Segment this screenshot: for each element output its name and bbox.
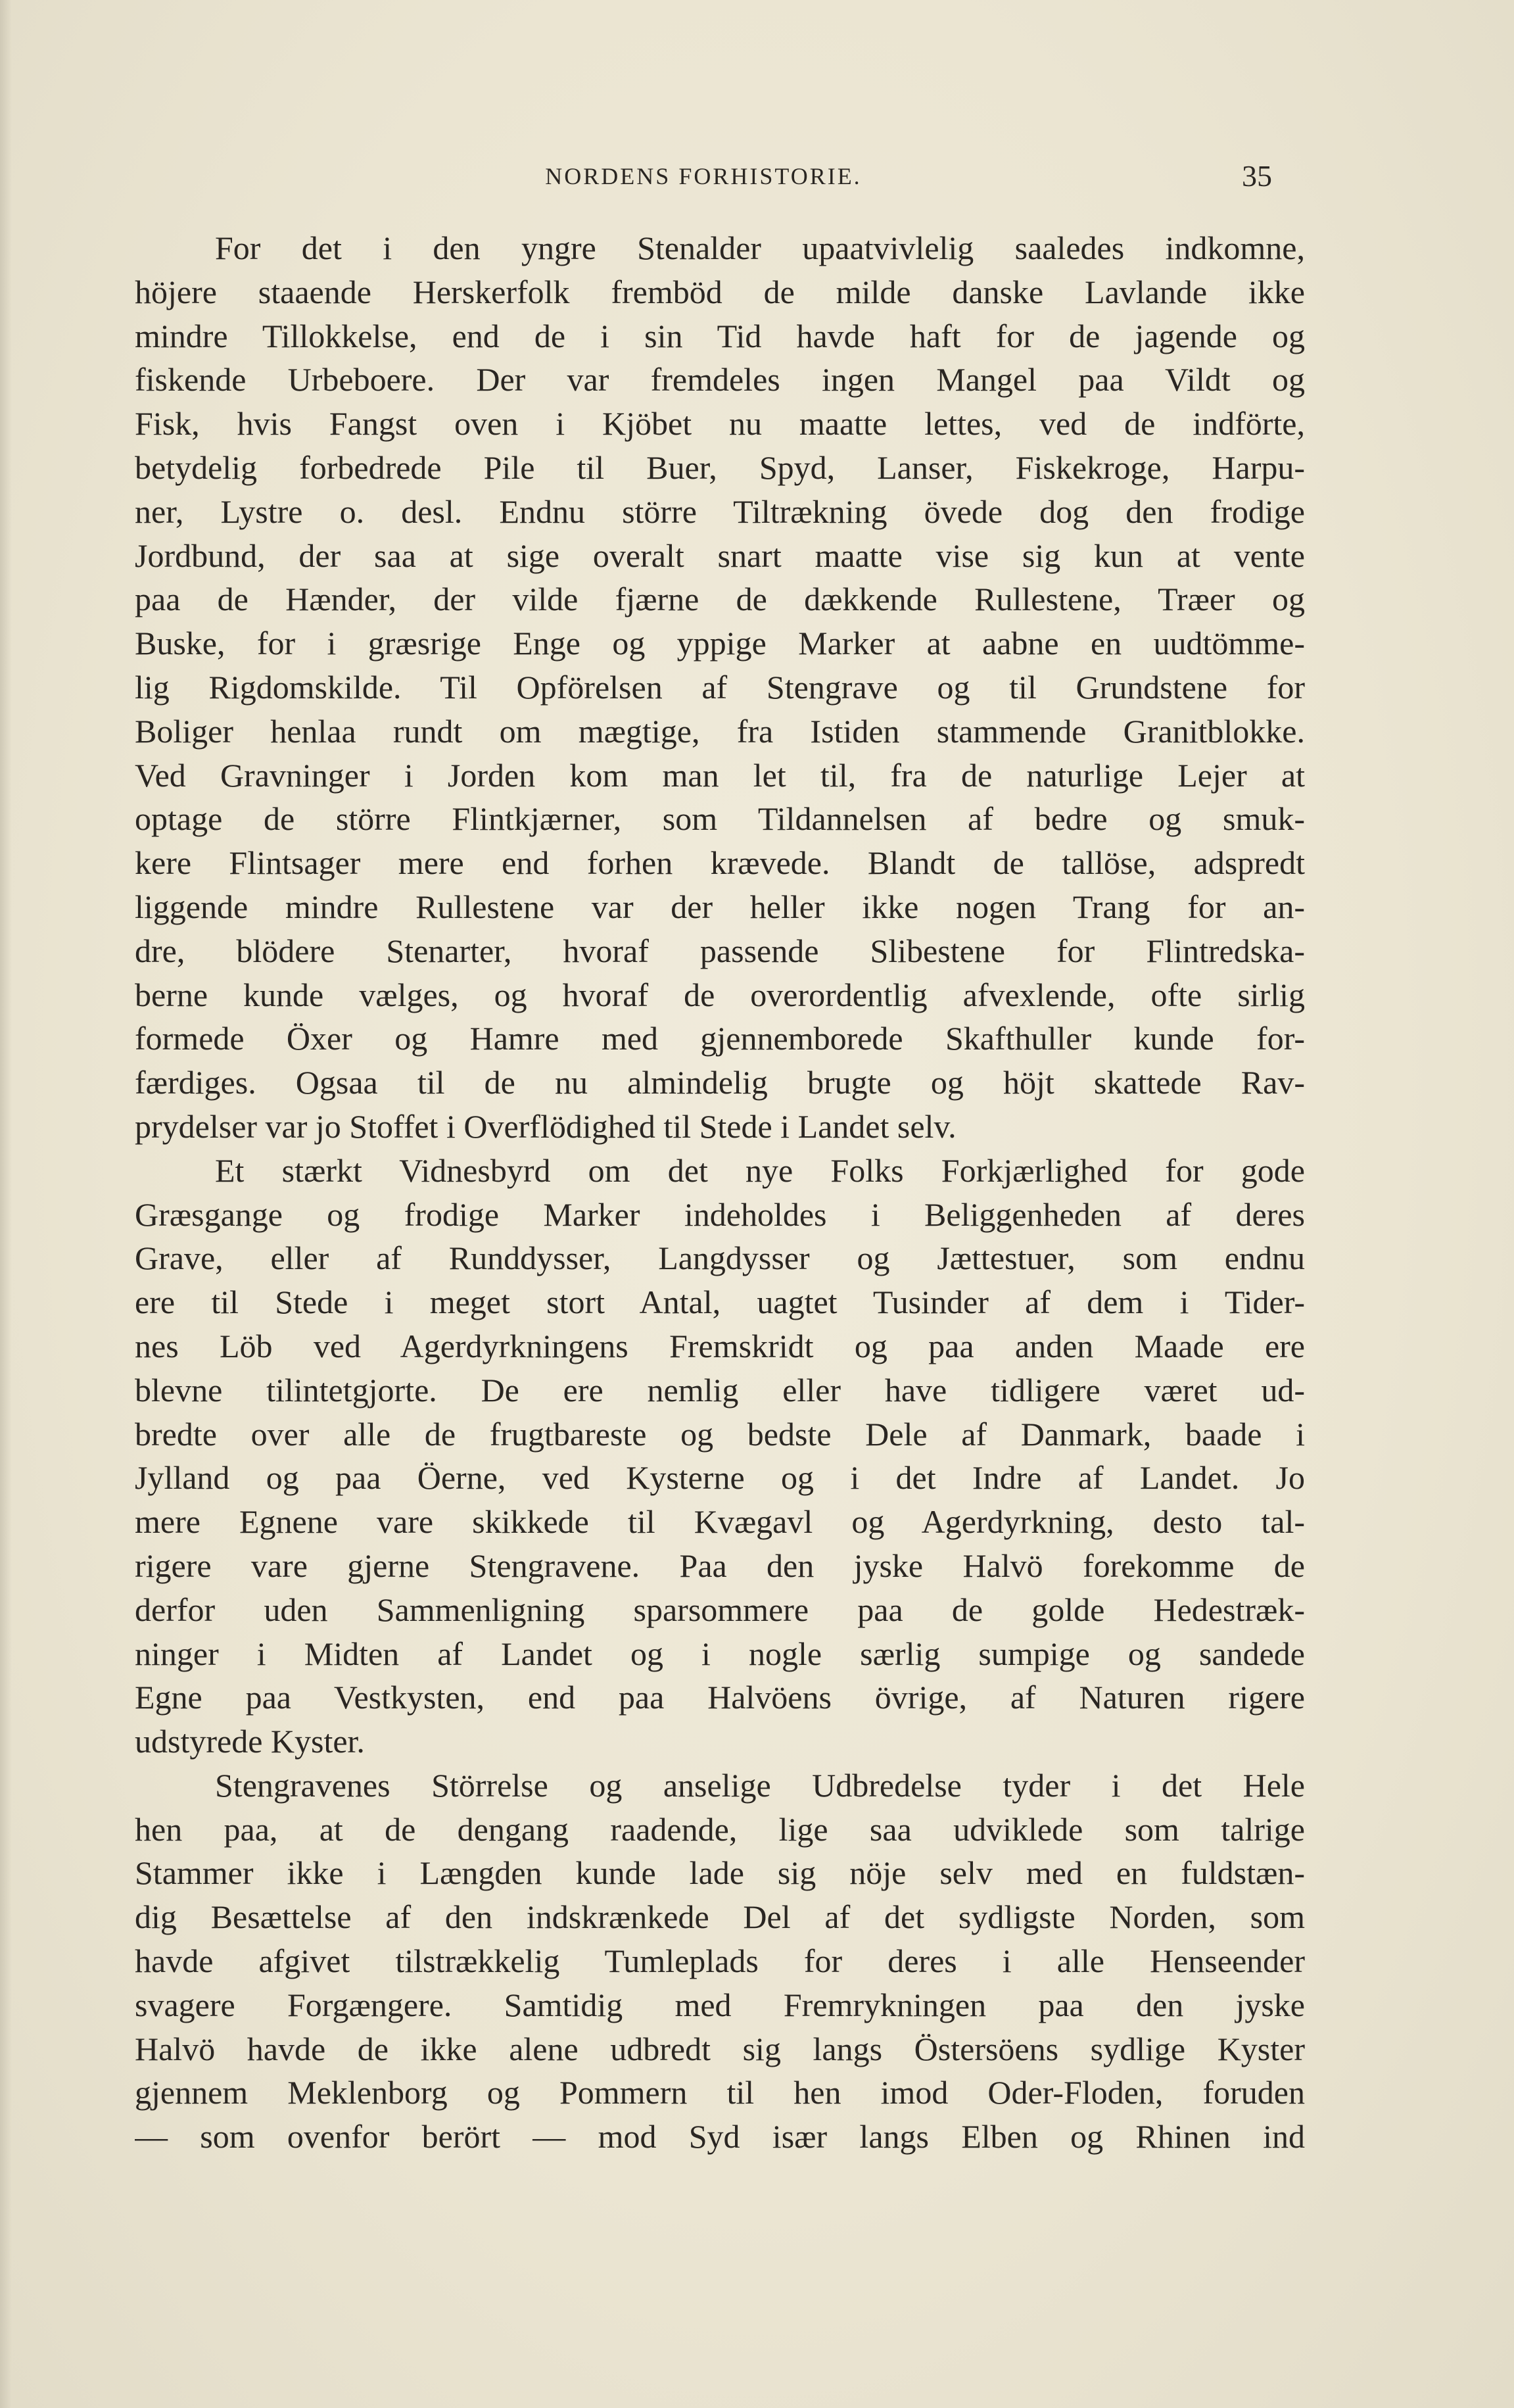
text-line: gjennem Meklenborg og Pommern til hen imod Oder-Floden, foruden xyxy=(135,2074,1305,2111)
text-line: nes Löb ved Agerdyrkningens Fremskridt og paa anden Maade ere xyxy=(135,1327,1305,1364)
text-line: Halvö havde de ikke alene udbredt sig langs Östersöens sydlige Kyster xyxy=(135,2030,1305,2067)
text-line: havde afgivet tilstrækkelig Tumleplads for deres i alle Henseender xyxy=(135,1942,1305,1980)
text-line: Grave, eller af Runddysser, Langdysser og Jættestuer, som endnu xyxy=(135,1240,1305,1277)
text-line: betydelig forbedrede Pile til Buer, Spyd, Lanser, Fiskekroge, Harpu- xyxy=(135,448,1305,486)
text-line: liggende mindre Rullestene var der heller ikke nogen Trang for an- xyxy=(135,888,1305,925)
text-line: Jordbund, der saa at sige overalt snart maatte vise sig kun at vente xyxy=(135,537,1305,574)
text-line: Græsgange og frodige Marker indeholdes i Beliggenheden af deres xyxy=(135,1195,1305,1233)
text-line: blevne tilintetgjorte. De ere nemlig eller have tidligere været ud- xyxy=(135,1371,1305,1409)
text-line: kere Flintsager mere end forhen krævede. Blandt de tallöse, adspredt xyxy=(135,844,1305,882)
text-line: lig Rigdomskilde. Til Opförelsen af Stengrave og til Grundstene for xyxy=(135,668,1305,706)
text-line: — som ovenfor berört — mod Syd især langs Elben og Rhinen ind xyxy=(135,2118,1305,2155)
page-gutter-shadow xyxy=(0,0,12,2408)
text-line: Stengravenes Störrelse og anselige Udbredelse tyder i det Hele xyxy=(215,1766,1305,1804)
text-line: For det i den yngre Stenalder upaatvivlelig saaledes indkomne, xyxy=(215,229,1305,266)
text-line: Egne paa Vestkysten, end paa Halvöens övrige, af Naturen rigere xyxy=(135,1679,1305,1716)
text-line: ninger i Midten af Landet og i nogle særlig sumpige og sandede xyxy=(135,1635,1305,1672)
text-line: bredte over alle de frugtbareste og bedste Dele af Danmark, baade i xyxy=(135,1415,1305,1453)
text-line: Et stærkt Vidnesbyrd om det nye Folks Forkjærlighed for gode xyxy=(215,1151,1305,1189)
body-text xyxy=(135,226,1305,2159)
text-line: Ved Gravninger i Jorden kom man let til, fra de naturlige Lejer at xyxy=(135,756,1305,794)
text-line: dre, blödere Stenarter, hvoraf passende Slibestene for Flintredska- xyxy=(135,932,1305,969)
running-title: NORDENS FORHISTORIE. xyxy=(545,163,862,189)
text-line: Buske, for i græsrige Enge og yppige Marker at aabne en uudtömme- xyxy=(135,625,1305,662)
text-line: Stammer ikke i Længden kunde lade sig nöje selv med en fuldstæn- xyxy=(135,1854,1305,1892)
text-line: mindre Tillokkelse, end de i sin Tid havde haft for de jagende og xyxy=(135,317,1305,354)
text-line: fiskende Urbeboere. Der var fremdeles ingen Mangel paa Vildt og xyxy=(135,361,1305,398)
text-line: berne kunde vælges, og hvoraf de overordentlig afvexlende, ofte sirlig xyxy=(135,976,1305,1013)
text-line: hen paa, at de dengang raadende, lige saa udviklede som talrige xyxy=(135,1810,1305,1848)
text-line: prydelser var jo Stoffet i Overflödighed til Stede i Landet selv. xyxy=(135,1107,957,1145)
page-header xyxy=(135,157,1272,196)
text-line: paa de Hænder, der vilde fjærne de dækkende Rullestene, Træer og xyxy=(135,581,1305,618)
page-number: 35 xyxy=(1242,159,1272,193)
text-line: Boliger henlaa rundt om mægtige, fra Istiden stammende Granitblokke. xyxy=(135,712,1305,750)
text-line: optage de större Flintkjærner, som Tildannelsen af bedre og smuk- xyxy=(135,800,1305,838)
text-line: derfor uden Sammenligning sparsommere paa de golde Hedestræk- xyxy=(135,1591,1305,1628)
text-line: udstyrede Kyster. xyxy=(135,1723,365,1760)
text-line: mere Egnene vare skikkede til Kvægavl og Agerdyrkning, desto tal- xyxy=(135,1503,1305,1541)
text-line: ner, Lystre o. desl. Endnu större Tiltrækning övede dog den frodige xyxy=(135,493,1305,530)
text-line: rigere vare gjerne Stengravene. Paa den jyske Halvö forekomme de xyxy=(135,1547,1305,1584)
text-line: svagere Forgængere. Samtidig med Fremrykningen paa den jyske xyxy=(135,1986,1305,2023)
text-line: formede Öxer og Hamre med gjennemborede Skafthuller kunde for- xyxy=(135,1020,1305,1057)
text-line: höjere staaende Herskerfolk fremböd de milde danske Lavlande ikke xyxy=(135,273,1305,310)
text-line: ere til Stede i meget stort Antal, uagtet Tusinder af dem i Tider- xyxy=(135,1284,1305,1321)
text-line: dig Besættelse af den indskrænkede Del af det sydligste Norden, som xyxy=(135,1898,1305,1936)
text-line: Fisk, hvis Fangst oven i Kjöbet nu maatte lettes, ved de indförte, xyxy=(135,405,1305,443)
text-line: Jylland og paa Öerne, ved Kysterne og i det Indre af Landet. Jo xyxy=(135,1459,1305,1497)
text-line: færdiges. Ogsaa til de nu almindelig brugte og höjt skattede Rav- xyxy=(135,1064,1305,1101)
